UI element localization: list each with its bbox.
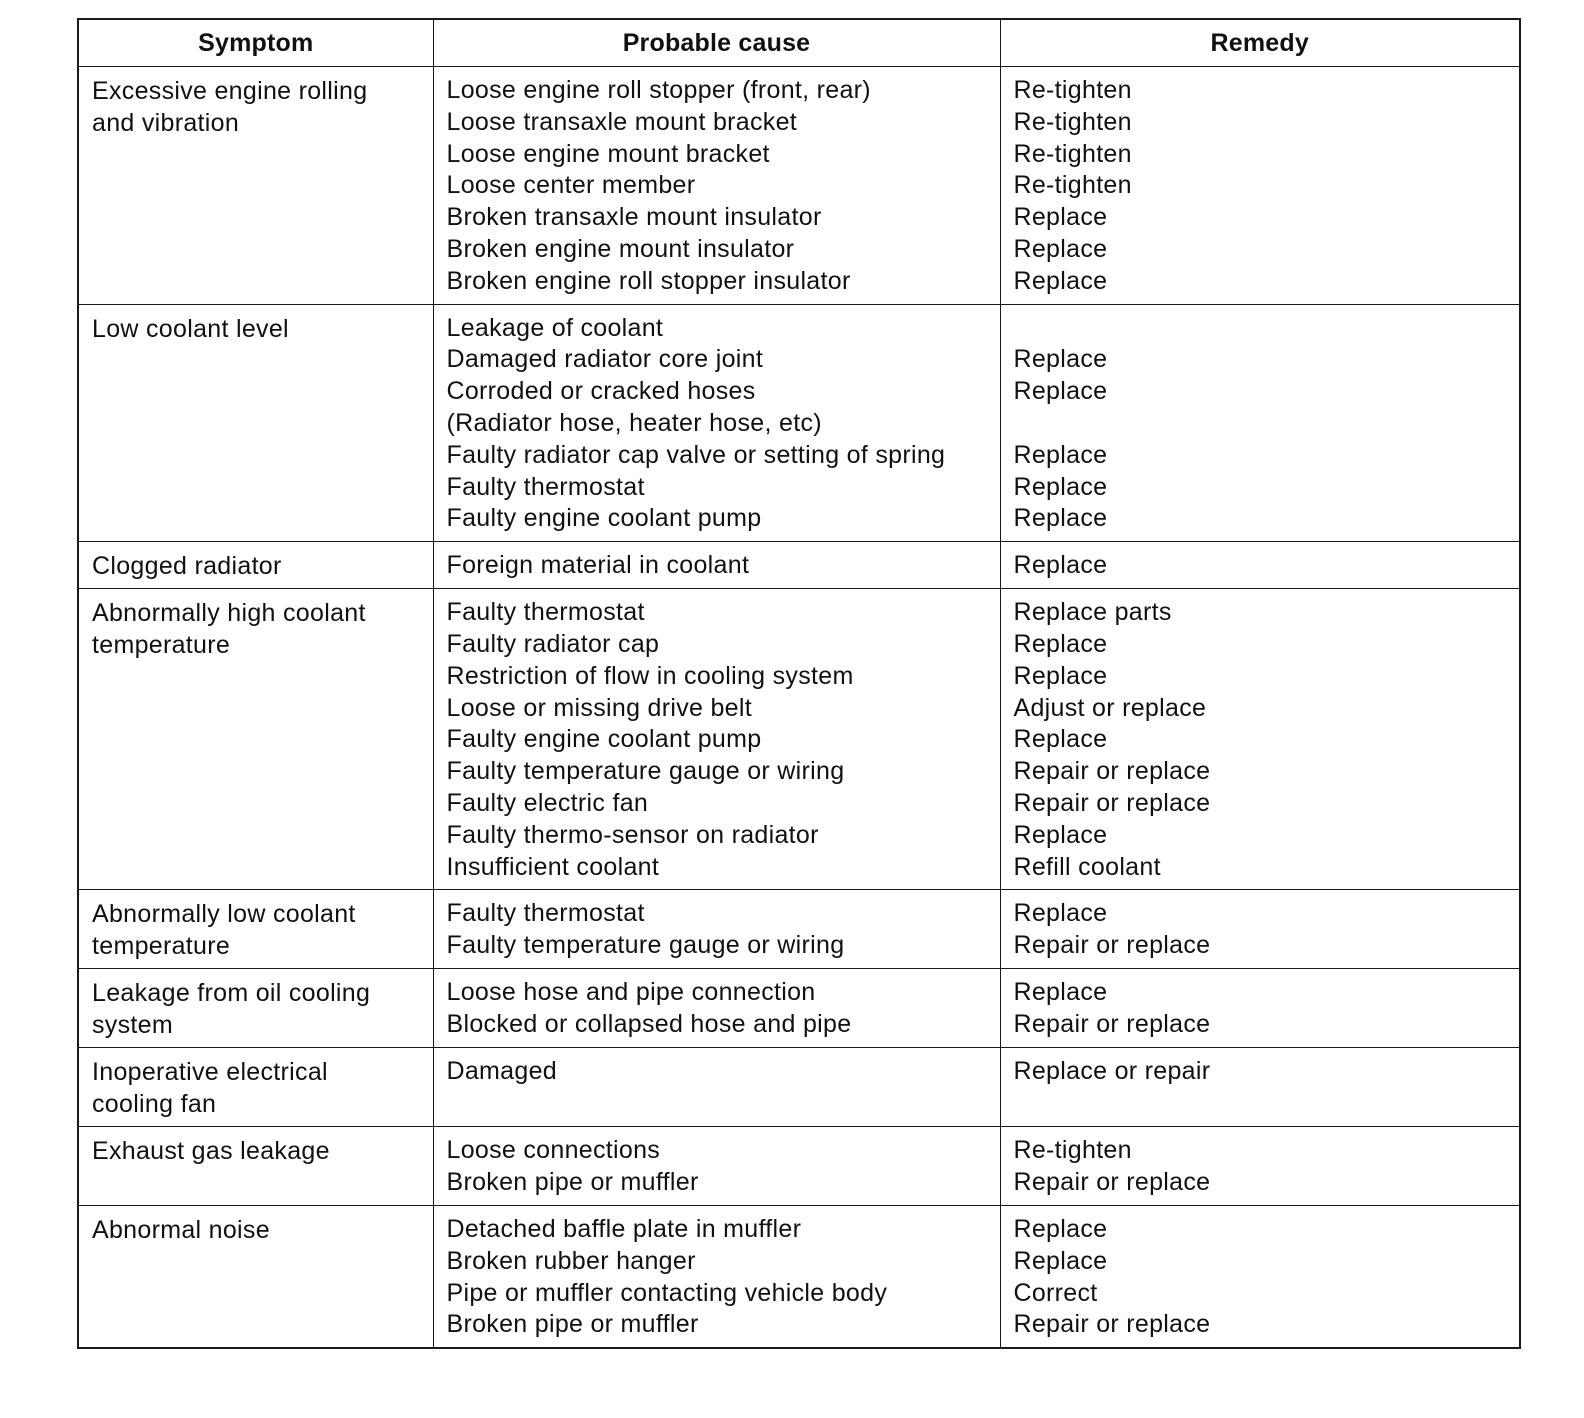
symptom-cell <box>78 589 433 890</box>
table-row <box>78 1127 1520 1206</box>
remedy-cell-line: Repair or replace <box>1013 931 1211 960</box>
remedy-cell <box>1000 1127 1520 1206</box>
remedy-cell-line: Repair or replace <box>1013 757 1211 786</box>
symptom-cell-line: Exhaust gas leakage <box>92 1137 330 1166</box>
remedy-cell-line: Replace parts <box>1013 598 1172 627</box>
cause-cell-line: Faulty electric fan <box>446 788 649 817</box>
cause-cell <box>433 1127 1000 1206</box>
cause-cell-line: Faulty thermostat <box>446 598 645 627</box>
remedy-cell-line: Replace <box>1013 440 1108 469</box>
remedy-cell-line: Replace <box>1013 629 1108 658</box>
remedy-cell-line: Replace <box>1013 978 1108 1007</box>
cause-cell-line: Detached baffle plate in muffler <box>446 1214 802 1243</box>
remedy-cell-line: Correct <box>1013 1278 1098 1307</box>
cause-cell-line: Broken pipe or muffler <box>446 1168 699 1197</box>
remedy-cell-line <box>1014 313 1508 345</box>
table-row <box>78 1205 1520 1348</box>
troubleshooting-table <box>77 18 1521 1349</box>
remedy-cell-line: Replace <box>1013 1214 1108 1243</box>
symptom-cell-line: Abnormal noise <box>92 1215 270 1244</box>
remedy-cell-line: Re-tighten <box>1013 76 1132 104</box>
remedy-cell-line: Re-tighten <box>1013 107 1132 136</box>
table-row <box>78 589 1520 890</box>
cause-cell-line: Pipe or muffler contacting vehicle body <box>446 1278 888 1307</box>
table-row <box>78 67 1520 305</box>
table-row <box>78 969 1520 1048</box>
cause-cell-line: Blocked or collapsed hose and pipe <box>446 1010 852 1039</box>
remedy-cell-line: Replace <box>1013 377 1108 406</box>
remedy-cell-line: Re-tighten <box>1013 139 1132 168</box>
cause-cell <box>433 542 1000 589</box>
symptom-cell-line: Excessive engine rolling <box>92 77 368 105</box>
cause-cell-line: Restriction of flow in cooling system <box>446 661 854 690</box>
symptom-cell <box>78 890 433 969</box>
remedy-cell-line <box>1014 408 1508 440</box>
cause-cell <box>433 67 1000 305</box>
remedy-cell-line <box>1014 1088 1508 1120</box>
remedy-cell <box>1000 1048 1520 1127</box>
cause-cell-line: Faulty engine coolant pump <box>446 725 762 754</box>
table-body <box>78 67 1520 1349</box>
cause-cell-line: Faulty radiator cap valve or setting of spring <box>446 440 946 469</box>
cause-cell-line: Damaged radiator core joint <box>446 345 764 374</box>
cause-cell <box>433 890 1000 969</box>
cause-cell-line: Faulty temperature gauge or wiring <box>446 931 845 960</box>
remedy-cell-line: Replace or repair <box>1013 1057 1211 1086</box>
cause-cell-line: Broken pipe or muffler <box>446 1310 699 1339</box>
remedy-cell-line: Repair or replace <box>1013 788 1211 817</box>
remedy-cell-line: Repair or replace <box>1013 1168 1211 1197</box>
symptom-cell-line: Abnormally low coolant <box>92 900 356 929</box>
cause-cell-line: Loose engine roll stopper (front, rear) <box>446 76 871 104</box>
header-row <box>78 19 1520 67</box>
header-probable-cause: Probable cause <box>433 19 1000 67</box>
symptom-cell-line: Inoperative electrical <box>92 1058 328 1087</box>
remedy-cell-line: Replace <box>1013 551 1108 580</box>
remedy-cell-line: Re-tighten <box>1013 1136 1132 1165</box>
symptom-cell <box>78 67 433 305</box>
remedy-cell-line: Repair or replace <box>1013 1010 1211 1039</box>
cause-cell-line: Foreign material in coolant <box>446 551 750 580</box>
remedy-cell <box>1000 1205 1520 1348</box>
remedy-cell-line: Refill coolant <box>1013 852 1161 881</box>
symptom-cell-line: temperature <box>92 932 231 961</box>
cause-cell-line: Loose engine mount bracket <box>446 139 770 168</box>
symptom-cell <box>78 969 433 1048</box>
cause-cell <box>433 1048 1000 1127</box>
cause-cell-line: (Radiator hose, heater hose, etc) <box>446 408 822 437</box>
symptom-cell-line: Low coolant level <box>92 314 289 343</box>
remedy-cell-line: Re-tighten <box>1013 171 1132 200</box>
remedy-cell-line: Replace <box>1013 725 1108 754</box>
cause-cell-line: Broken engine mount insulator <box>446 234 795 263</box>
symptom-cell-line: Abnormally high coolant <box>92 599 366 628</box>
cause-cell-line: Loose or missing drive belt <box>446 693 752 722</box>
cause-cell-line: Faulty engine coolant pump <box>446 504 762 533</box>
table-row <box>78 542 1520 589</box>
cause-cell-line <box>447 1088 988 1120</box>
cause-cell-line: Faulty radiator cap <box>446 629 660 658</box>
remedy-cell-line: Replace <box>1013 661 1108 690</box>
cause-cell-line: Broken rubber hanger <box>446 1246 696 1275</box>
remedy-cell-line: Repair or replace <box>1013 1310 1211 1339</box>
remedy-cell <box>1000 304 1520 542</box>
remedy-cell-line: Replace <box>1013 345 1108 374</box>
symptom-cell <box>78 542 433 589</box>
remedy-cell-line: Replace <box>1013 899 1108 928</box>
remedy-cell <box>1000 542 1520 589</box>
cause-cell-line: Faulty temperature gauge or wiring <box>446 757 845 786</box>
remedy-cell-line: Replace <box>1013 504 1108 533</box>
symptom-cell <box>78 1205 433 1348</box>
cause-cell-line: Broken transaxle mount insulator <box>446 203 822 232</box>
symptom-cell-line: temperature <box>92 631 231 660</box>
symptom-cell-line: system <box>92 1011 173 1040</box>
cause-cell-line: Faulty thermostat <box>446 472 645 501</box>
cause-cell-line: Faulty thermostat <box>446 899 645 928</box>
cause-cell <box>433 304 1000 542</box>
cause-cell-line: Loose center member <box>446 171 696 200</box>
symptom-cell-line: and vibration <box>92 109 240 137</box>
cause-cell-line: Insufficient coolant <box>446 852 660 881</box>
cause-cell-line: Broken engine roll stopper insulator <box>446 266 851 295</box>
remedy-cell-line: Replace <box>1013 203 1108 232</box>
remedy-cell-line: Adjust or replace <box>1013 693 1207 722</box>
remedy-cell <box>1000 969 1520 1048</box>
table-row <box>78 1048 1520 1127</box>
symptom-cell-line: Leakage from oil cooling <box>92 979 371 1008</box>
table-row <box>78 304 1520 542</box>
remedy-cell <box>1000 589 1520 890</box>
header-symptom: Symptom <box>78 19 433 67</box>
remedy-cell-line: Replace <box>1013 234 1108 263</box>
remedy-cell-line: Replace <box>1013 1246 1108 1275</box>
cause-cell-line: Loose hose and pipe connection <box>446 978 816 1007</box>
symptom-cell-line: cooling fan <box>92 1090 217 1119</box>
remedy-cell-line: Replace <box>1013 472 1108 501</box>
cause-cell <box>433 969 1000 1048</box>
symptom-cell <box>78 1048 433 1127</box>
remedy-cell <box>1000 67 1520 305</box>
cause-cell-line: Corroded or cracked hoses <box>446 377 756 406</box>
header-remedy: Remedy <box>1000 19 1520 67</box>
table-row <box>78 890 1520 969</box>
cause-cell-line: Leakage of coolant <box>446 313 664 342</box>
cause-cell-line: Damaged <box>446 1057 557 1086</box>
remedy-cell <box>1000 890 1520 969</box>
cause-cell <box>433 1205 1000 1348</box>
cause-cell-line: Loose connections <box>446 1136 661 1165</box>
remedy-cell-line: Replace <box>1013 820 1108 849</box>
symptom-cell <box>78 1127 433 1206</box>
symptom-cell <box>78 304 433 542</box>
remedy-cell-line: Replace <box>1013 266 1108 295</box>
cause-cell-line: Faulty thermo-sensor on radiator <box>446 820 819 849</box>
cause-cell <box>433 589 1000 890</box>
symptom-cell-line: Clogged radiator <box>92 552 282 581</box>
cause-cell-line: Loose transaxle mount bracket <box>446 107 798 136</box>
